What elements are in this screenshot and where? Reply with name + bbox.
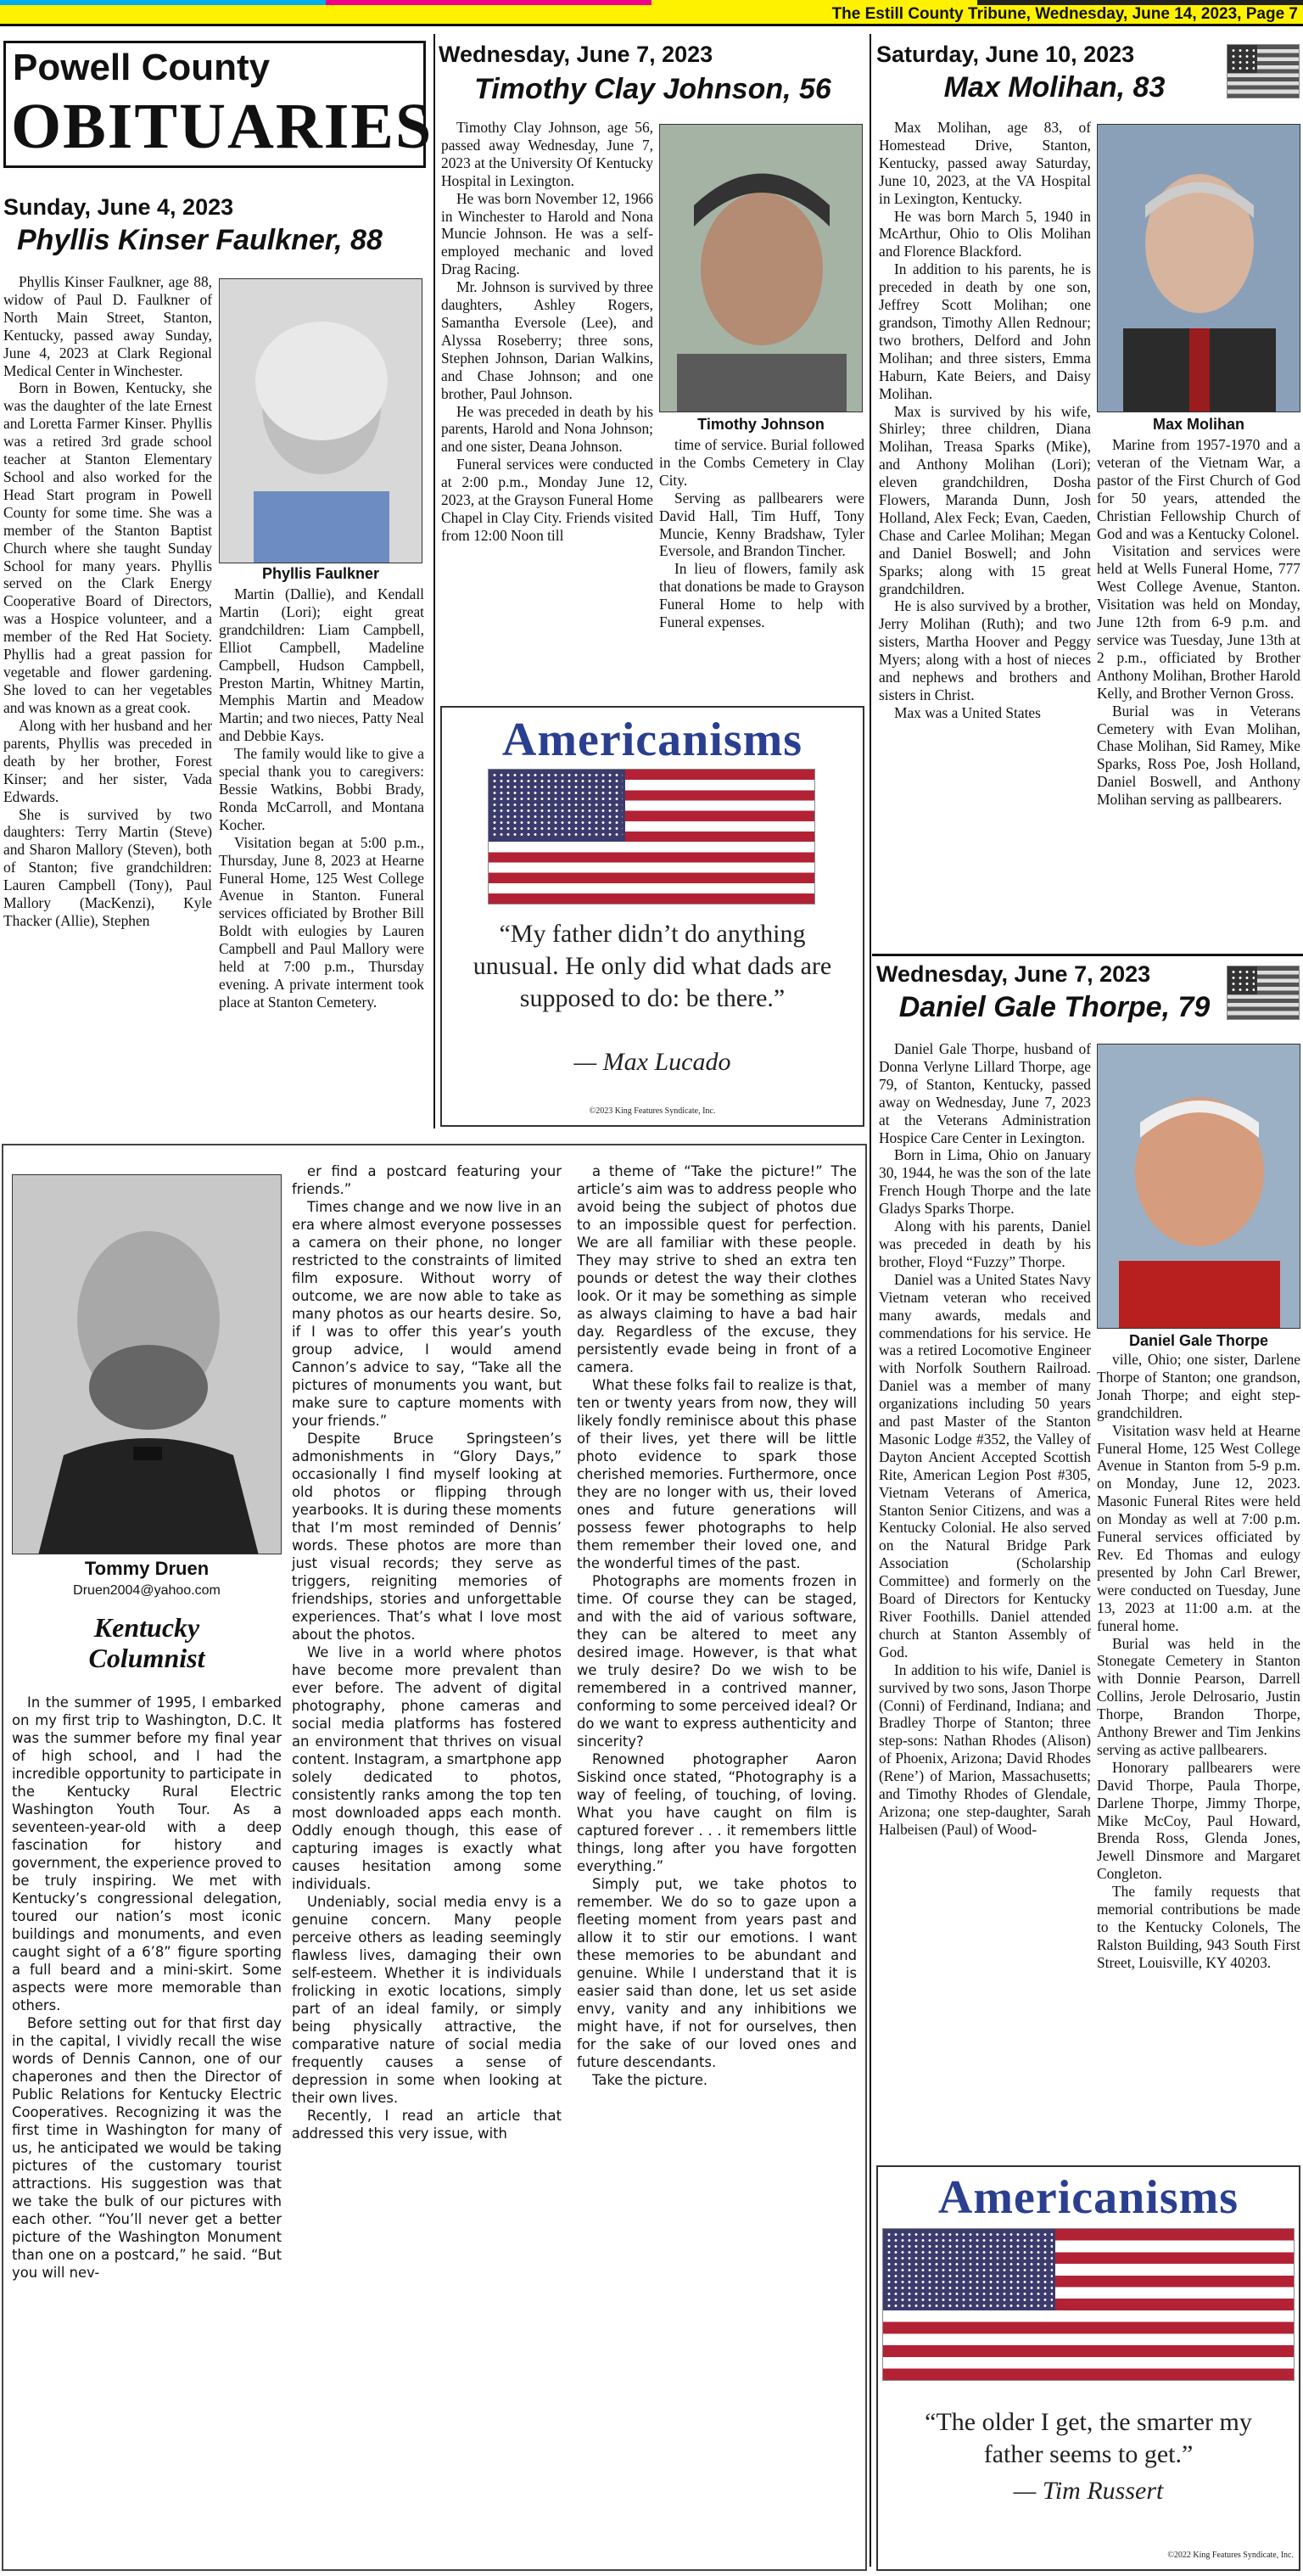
paragraph: He was preceded in death by his parents, Harold and Nona Johnson; and one sister, Deana Johnson.: [441, 402, 653, 456]
columnist-email: Druen2004@yahoo.com: [73, 1583, 221, 1598]
paragraph: In the summer of 1995, I embarked on my first trip to Washington, D.C. It was the summer before my final year of high school, and I had the incredible opportunity to participate in the Kentucky Rural Electric Washington Youth Tour. As a seventeen-year-old with a deep fascination for history and government, the experience proved to be truly inspiring. We met with Kentucky’s congressional delegation, toured our nation’s most iconic buildings and monuments, and even caught sight of a 6’8” figure sporting a full beard and a mini-skirt. Some aspects were more memorable than others.: [12, 1694, 282, 2013]
paragraph: Burial was in Veterans Cemetery with Evan Molihan, Chase Molihan, Sid Ramey, Mike Sparks, Ross Poe, Josh Holland, Daniel Boswell, and Anthony Molihan serving as pallbearers.: [1097, 702, 1300, 809]
obit-date: Wednesday, June 7, 2023: [876, 961, 1151, 987]
columnist-name: Tommy Druen: [84, 1558, 210, 1579]
paragraph: Honorary pallbearers were David Thorpe, Paula Thorpe, Darlene Thorpe, Jimmy Thorpe, Mike McCoy, Paul Howard, Brenda Ross, Glenda Jones, Jewell Dinsmore and Margaret Congleton.: [1097, 1758, 1300, 1883]
paragraph: Despite Bruce Springsteen’s admonishments in “Glory Days,” occasionally I find myself looking at old photos or flipping through yearbooks. It is during these moments that I’m most reminded of Dennis’ words. These photos are more than just visual records; they serve as triggers, reigniting memories of friendships, stories and unforgettable experiences. That’s what I love most about the photos.: [292, 1431, 562, 1643]
obituaries-banner: [3, 41, 433, 168]
paragraph: Born in Lima, Ohio on January 30, 1944, he was the son of the late French Hough Thorpe and the late Gladys Sparks Thorpe.: [879, 1146, 1091, 1218]
paragraph: er find a postcard featuring your friends.”: [292, 1163, 562, 1197]
paragraph: Daniel Gale Thorpe, husband of Donna Verlyne Lillard Thorpe, age 79, of Stanton, Kentucky, passed away on Wednesday, June 7, 2023 at the Veterans Administration Hospice Care Center in Lexington.: [879, 1040, 1091, 1146]
photo-caption: Max Molihan: [1152, 416, 1244, 433]
portrait-photo: [1097, 124, 1300, 412]
column-rule: [433, 34, 435, 1128]
paragraph: Undeniably, social media envy is a genuine concern. Many people perceive others as leading seemingly flawless lives, damaging their own self-esteem. Whether it is individuals frolicking in exotic locations, simply part of an ideal family, or simply being physically attractive, the comparative nature of social media frequently causes a sense of depression in some when looking at their own lives.: [292, 1894, 562, 2106]
paragraph: Martin (Dallie), and Kendall Martin (Lori); eight great grandchildren: Liam Campbell, Elliot Campbell, Madeline Campbell, Hudson Campbell, Preston Martin, Whitney Martin, Memphis Martin and Meadow Martin; and two nieces, Patty Neal and Debbie Kays.: [219, 585, 424, 745]
paragraph: The family requests that memorial contributions be made to the Kentucky Colonels, The Ralston Building, 943 South First Street, Louisville, KY 40203.: [1097, 1883, 1300, 1971]
photo-caption: Phyllis Faulkner: [261, 565, 380, 582]
paragraph: He is also survived by a brother, Jerry Molihan (Ruth); and two sisters, Martha Hoover and Peggy Myers; along with a host of nieces and nephews and brothers and sisters in Christ.: [879, 597, 1091, 703]
paragraph: Mr. Johnson is survived by three daughters, Ashley Rogers, Samantha Eversole (Lee), and Alyssa Roseberry; three sons, Stephen Johnson, Darian Walkins, and Chase Johnson; and one brother, Paul Johnson.: [441, 278, 653, 402]
ad-quote: “My father didn’t do anything unusual. He only did what dads are supposed to do: be there.”: [473, 920, 832, 1012]
ad-author: — Max Lucado: [573, 1048, 731, 1076]
column-text: [292, 1162, 562, 2142]
paragraph: Visitation and services were held at Wells Funeral Home, 777 West College Avenue, Stanton. Visitation was held on Monday, June 12th from 6-9 p.m. and service was Tuesday, June 13th at 2 p.m., officiated by Brother Anthony Molihan, Brother Harold Kelly, and Brother Vernon Gross.: [1097, 542, 1300, 702]
obit-text: [879, 1040, 1091, 1839]
paragraph: We live in a world where photos have become more prevalent than ever before. The advent of digital photography, phone cameras and social media platforms has fostered an environment that thrives on visual content. Instagram, a smartphone app solely dedicated to photos, consistently ranks among the top ten most downloaded apps each month. Oddly enough though, this ease of capturing images is exactly what causes hesitation among some individuals.: [292, 1644, 562, 1892]
portrait-photo: [12, 1174, 282, 1554]
americanisms-ad: [876, 2165, 1300, 2571]
paragraph: Daniel was a United States Navy Vietnam veteran who received many awards, medals and commendations for his service. He was a retired Locomotive Engineer with Norfolk Southern Railroad. Daniel was a member of many organizations including 50 years and past Master of the Stanton Masonic Lodge #352, the Valley of Dayton Ancient Accepted Scottish Rite, American Legion Post #305, Vietnam Veterans of America, Stanton Senior Citizens, and was a Kentucky Colonial. He also served on the Natural Bridge Park Association (Scholarship Committee) and formerly on the Board of Directors for Kentucky River Foothills. Daniel attended church at Stanton Assembly of God.: [879, 1270, 1091, 1660]
paragraph: Phyllis Kinser Faulkner, age 88, widow of Paul D. Faulkner of North Main Street, Stanton, Kentucky, passed away Sunday, June 4, 2023 at Clark Regional Medical Center in Winchester.: [3, 273, 212, 379]
section-rule: [872, 954, 1303, 956]
paragraph: Burial was held in the Stonegate Cemetery in Stanton with Donnie Pearson, Darrell Collins, Jerole Delrosario, Justin Thorpe, Brandon Thorpe, Anthony Brewer and Tim Jenkins serving as active pallbearers.: [1097, 1634, 1300, 1758]
obit-text: [441, 119, 653, 545]
ad-title: Americanisms: [937, 2171, 1239, 2224]
us-flag-icon: [882, 2228, 1295, 2381]
obit-text: [1097, 436, 1300, 809]
paragraph: Serving as pallbearers were David Hall, Tim Huff, Tony Muncie, Kenny Bradshaw, Tyler Eversole, and Brandon Tincher.: [659, 489, 864, 560]
paragraph: The family would like to give a special thank you to caregivers: Bessie Watkins, Bobbi Brady, Ronda McCarroll, and Montana Kocher.: [219, 745, 424, 833]
ad-quote: “The older I get, the smarter my father seems to get.”: [925, 2408, 1252, 2468]
obit-date: Wednesday, June 7, 2023: [439, 42, 713, 67]
column-text: [577, 1162, 857, 2089]
us-flag-icon: [1227, 44, 1300, 98]
obit-text: [3, 717, 212, 930]
column-label-line2: Columnist: [88, 1643, 205, 1673]
paragraph: a theme of “Take the picture!” The article’s aim was to address people who avoid being the subject of photos due to an impossible quest for perfection. We are all familiar with these people. They may strive to shed an extra ten pounds or detest the way their clothes look. Or it may be something as simple as always claiming to have a bad hair day. Regardless of the excuse, they persistently evade being in front of a camera.: [577, 1163, 857, 1375]
paragraph: Max Molihan, age 83, of Homestead Drive, Stanton, Kentucky, passed away Saturday, June 10, 2023, at the VA Hospital in Lexington, Kentucky.: [879, 119, 1091, 207]
banner-line2: OBITUARIES: [11, 91, 433, 162]
paragraph: Along with her husband and her parents, Phyllis was preceded in death by her brother, Forest Kinser; and her sister, Vada Edwards.: [3, 717, 212, 805]
americanisms-ad: [440, 706, 864, 1127]
paragraph: Recently, I read an article that addressed this very issue, with: [292, 2108, 562, 2142]
paragraph: Max was a United States: [894, 703, 1041, 721]
paragraph: In lieu of flowers, family ask that donations be made to Grayson Funeral Home to help with Funeral expenses.: [659, 560, 864, 631]
paragraph: In addition to his wife, Daniel is survived by two sons, Jason Thorpe (Conni) of Ferdinand, Indiana; and Bradley Thorpe of Stanton; three step-sons: Nathan Rhodes (Alison) of Phoenix, Arizona; David Rhodes (Rene’) of Marion, Massachusetts; and Timothy Rhodes of Glendale, Arizona; one step-daughter, Sarah Halbeisen (Paul) of Wood-: [879, 1660, 1091, 1838]
paragraph: Visitation wasv held at Hearne Funeral Home, 125 West College Avenue in Stanton from 5-9 p.m. on Monday, June 12, 2023. Masonic Funeral Rites were held on Monday as well at 7:00 p.m. Funeral services officiated by Rev. Ed Thomas and eulogy presented by John Carl Brewer, were conducted on Tuesday, June 13, 2023 at 11:00 a.m. at the funeral home.: [1097, 1421, 1300, 1634]
running-head: The Estill County Tribune, Wednesday, June 14, 2023, Page 7: [0, 5, 1303, 24]
paragraph: Born in Bowen, Kentucky, she was the daughter of the late Ernest and Loretta Farmer Kinser. Phyllis was a retired 3rd grade school teacher at Stanton Elementary School and also worked for the Head Start program in Powell County for some time. She was a member of the Stanton Baptist Church where she taught Sunday School for many years. Phyllis served on the Clark Energy Cooperative Board of Directors, was a Hospice volunteer, and a member of the Red Hat Society. Phyllis had a great passion for vegetable and flower gardening. She loved to can her vegetables and was known as a great cook.: [3, 379, 212, 716]
paragraph: Renowned photographer Aaron Siskind once stated, “Photography is a way of feeling, of touching, of loving. What you have caught on film is captured forever . . . it remembers little things, long after you have forgotten everything.”: [577, 1751, 857, 1874]
ad-title: Americanisms: [501, 714, 803, 766]
ad-copyright: ©2023 King Features Syndicate, Inc.: [589, 1106, 716, 1116]
ad-author: — Tim Russert: [1013, 2477, 1164, 2505]
paragraph: Visitation began at 5:00 p.m., Thursday, June 8, 2023 at Hearne Funeral Home, 125 West College Avenue in Stanton. Funeral services officiated by Brother Bill Boldt with eulogies by Lauren Campbell and Paul Mallory were held at 7:00 p.m., Thursday evening. A private interment took place at Stanton Cemetery.: [219, 833, 424, 1011]
obit-name: Max Molihan, 83: [943, 71, 1166, 104]
paragraph: Simply put, we take photos to remember. We do so to gaze upon a fleeting moment from years past and allow it to stir our emotions. I want these memories to be abundant and genuine. While I understand that it is easier said than done, let us set aside envy, vanity and any inhibitions we might have, if not for ourselves, then for the sake of our loved ones and future descendants.: [577, 1876, 857, 2070]
us-flag-icon: [1227, 966, 1300, 1020]
paragraph: Marine from 1957-1970 and a veteran of the Vietnam War, a pastor of the First Church of God for 50 years, attended the Christian Fellowship Church of God and was a Kentucky Colonel.: [1097, 436, 1300, 542]
photo-caption: Timothy Johnson: [697, 416, 825, 433]
portrait-photo: [659, 124, 863, 412]
portrait-photo: [1097, 1044, 1300, 1329]
paragraph: Along with his parents, Daniel was preceded in death by his brother, Floyd “Fuzzy” Thorpe.: [879, 1218, 1091, 1270]
obit-text: [1097, 1351, 1300, 1972]
column-label: [12, 1612, 282, 1673]
paragraph: What these folks fail to realize is that, ten or twenty years from now, they will likely fondly reminisce about this phase of their lives, yet there will be little photo evidence to spark those cherished memories. Furthermore, once they are no longer with us, their loved ones and future generations will possess fewer photographs to help them remember their loved one, and the wonderful times of the past.: [577, 1377, 857, 1571]
paragraph: Max is survived by his wife, Shirley; three children, Diana Molihan, Treasa Sparks (Mike), and Anthony Molihan (Lori); eleven grandchildren, Dosha Flowers, Maranda Dunn, Josh Holland, Alex Feck; Evan, Caeden, Chase and Carlee Molihan; Megan and Daniel Boswell; and John Sparks; along with 15 great grandchildren.: [879, 402, 1091, 597]
obit-name: Phyllis Kinser Faulkner, 88: [17, 224, 383, 256]
obit-text: [879, 119, 1091, 722]
banner-line1: Powell County: [13, 47, 271, 88]
obit-text: [659, 436, 864, 631]
photo-caption: Daniel Gale Thorpe: [1128, 1332, 1269, 1349]
paragraph: Times change and we now live in an era where almost everyone possesses a camera on their phone, no longer restricted to the constraints of limited film exposure. Without worry of outcome, we are now able to take as many photos as our hearts desire. So, if I was to offer this year’s youth group advice, I would amend Cannon’s advice to say, “Take all the pictures of monuments you want, but make sure to capture moments with your friends.”: [292, 1199, 562, 1429]
paragraph: Funeral services were conducted at 2:00 p.m., Monday June 12, 2023, at the Grayson Funeral Home Chapel in Clay City. Friends visited from 12:00 Noon till: [441, 456, 653, 544]
paragraph: In addition to his parents, he is preceded in death by one son, Jeffrey Scott Molihan; one grandson, Timothy Allen Rednour; two brothers, Delford and John Molihan; and three sisters, Emma Haburn, Kate Beiers, and Daisy Molihan.: [879, 260, 1091, 402]
ad-copyright: ©2022 King Features Syndicate, Inc.: [1167, 2551, 1294, 2560]
paragraph: She is survived by two daughters: Terry Martin (Steve) and Sharon Mallory (Steven), both of Stanton; five grandchildren: Lauren Campbell (Tony), Paul Mallory (MacKenzi), Kyle Thacker (Allie), Stephen: [3, 805, 212, 929]
paragraph: Timothy Clay Johnson, age 56, passed away Wednesday, June 7, 2023 at the University Of Kentucky Hospital in Lexington.: [441, 119, 653, 189]
obit-name: Daniel Gale Thorpe, 79: [898, 991, 1211, 1023]
portrait-photo: [219, 278, 422, 563]
obit-text: [3, 273, 212, 717]
paragraph: He was born March 5, 1940 in McArthur, Ohio to Olis Molihan and Florence Blackford.: [879, 207, 1091, 260]
obit-text: [219, 585, 424, 1011]
column-label-line1: Kentucky: [93, 1612, 200, 1643]
us-flag-icon: [488, 769, 815, 904]
paragraph: Take the picture.: [592, 2072, 708, 2088]
column-text: [12, 1694, 282, 2282]
obit-date: Sunday, June 4, 2023: [3, 194, 234, 220]
paragraph: He was born November 12, 1966 in Winchester to Harold and Nona Muncie Johnson. He was a self-employed mechanic and loved Drag Racing.: [441, 189, 653, 278]
header-rule: [0, 24, 1303, 26]
paragraph: ville, Ohio; one sister, Darlene Thorpe of Stanton; one grandson, Jonah Thorpe; and eight step-grandchildren.: [1097, 1351, 1300, 1421]
obit-name: Timothy Clay Johnson, 56: [474, 73, 831, 105]
paragraph: time of service. Burial followed in the Combs Cemetery in Clay City.: [659, 436, 864, 489]
column-rule: [870, 34, 871, 2567]
obit-date: Saturday, June 10, 2023: [876, 42, 1135, 67]
paragraph: Before setting out for that first day in the capital, I vividly recall the wise words of Dennis Cannon, one of our chaperones and then the Director of Public Relations for Kentucky Electric Cooperatives. Recognizing it was the first time in Washington for many of us, he anticipated we would be taking pictures of the customary tourist attractions. His suggestion was that we take the bulk of our pictures with each other. “You’ll never get a better picture of the Washington Monument than one on a postcard,” he said. “But you will nev-: [12, 2015, 282, 2281]
paragraph: Photographs are moments frozen in time. Of course they can be staged, and with the aid of various software, they can be altered to meet any desired image. However, is that what we truly desire? Do we wish to be remembered in a contrived manner, conforming to some perceived ideal? Or do we want to express authenticity and sincerity?: [577, 1573, 857, 1750]
